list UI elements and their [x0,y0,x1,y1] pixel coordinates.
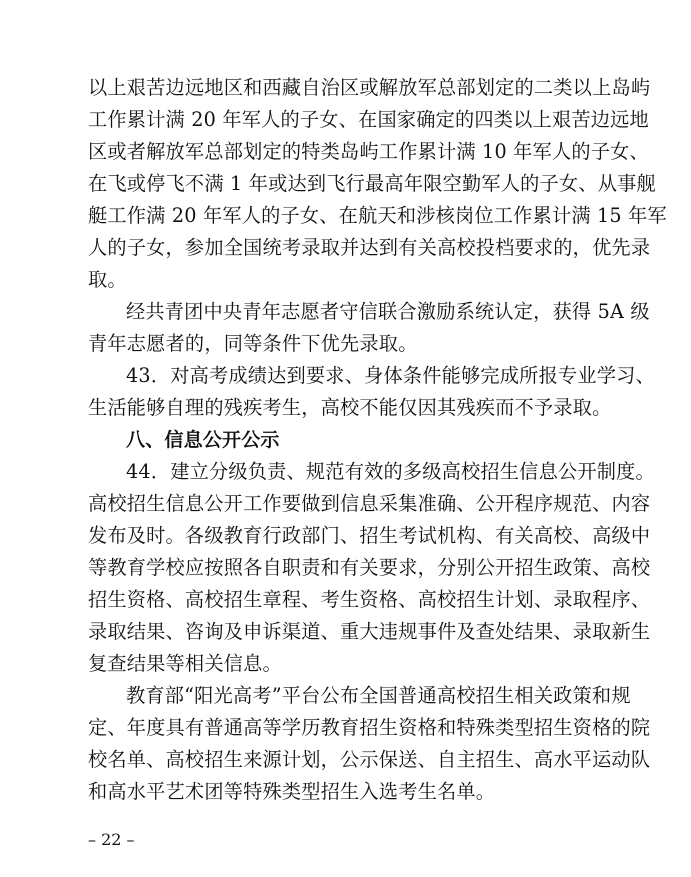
text-line: 复查结果等相关信息。 [88,652,282,675]
text-line: 以上艰苦边远地区和西藏自治区或解放军总部划定的二类以上岛屿 [88,76,651,99]
text-line: 录取结果、咨询及申诉渠道、重大违规事件及查处结果、录取新生 [88,620,651,643]
text-line: 艇工作满 20 年军人的子女、在航天和涉核岗位工作累计满 15 年军 [88,204,667,227]
text-line: 44．建立分级负责、规范有效的多级高校招生信息公开制度。 [126,460,655,483]
text-line: 经共青团中央青年志愿者守信联合激励系统认定，获得 5A 级 [126,300,650,323]
text-line: 校名单、高校招生来源计划，公示保送、自主招生、高水平运动队 [88,748,651,771]
section-heading: 八、信息公开公示 [126,429,280,451]
text-line: 发布及时。各级教育行政部门、招生考试机构、有关高校、高级中 [88,524,651,547]
text-line: 高校招生信息公开工作要做到信息采集准确、公开程序规范、内容 [88,492,651,515]
text-line: 生活能够自理的残疾考生，高校不能仅因其残疾而不予录取。 [88,396,612,419]
text-line: 工作累计满 20 年军人的子女、在国家确定的四类以上艰苦边远地 [88,108,649,131]
text-line: 定、年度具有普通高等学历教育招生资格和特殊类型招生资格的院 [88,716,651,739]
text-line: 青年志愿者的，同等条件下优先录取。 [88,332,418,355]
text-line: 教育部“阳光高考”平台公布全国普通高校招生相关政策和规 [126,684,631,707]
text-line: 43．对高考成绩达到要求、身体条件能够完成所报专业学习、 [126,364,655,387]
text-line: 取。 [88,268,127,291]
text-line: 在飞或停飞不满 1 年或达到飞行最高年限空勤军人的子女、从事舰 [88,172,656,195]
text-line: 招生资格、高校招生章程、考生资格、高校招生计划、录取程序、 [88,588,651,611]
page-number: – 22 – [88,830,135,849]
text-line: 人的子女，参加全国统考录取并达到有关高校投档要求的，优先录 [88,236,651,259]
text-line: 和高水平艺术团等特殊类型招生入选考生名单。 [88,780,496,803]
text-line: 区或者解放军总部划定的特类岛屿工作累计满 10 年军人的子女、 [88,140,649,163]
text-line: 等教育学校应按照各自职责和有关要求，分别公开招生政策、高校 [88,556,651,579]
